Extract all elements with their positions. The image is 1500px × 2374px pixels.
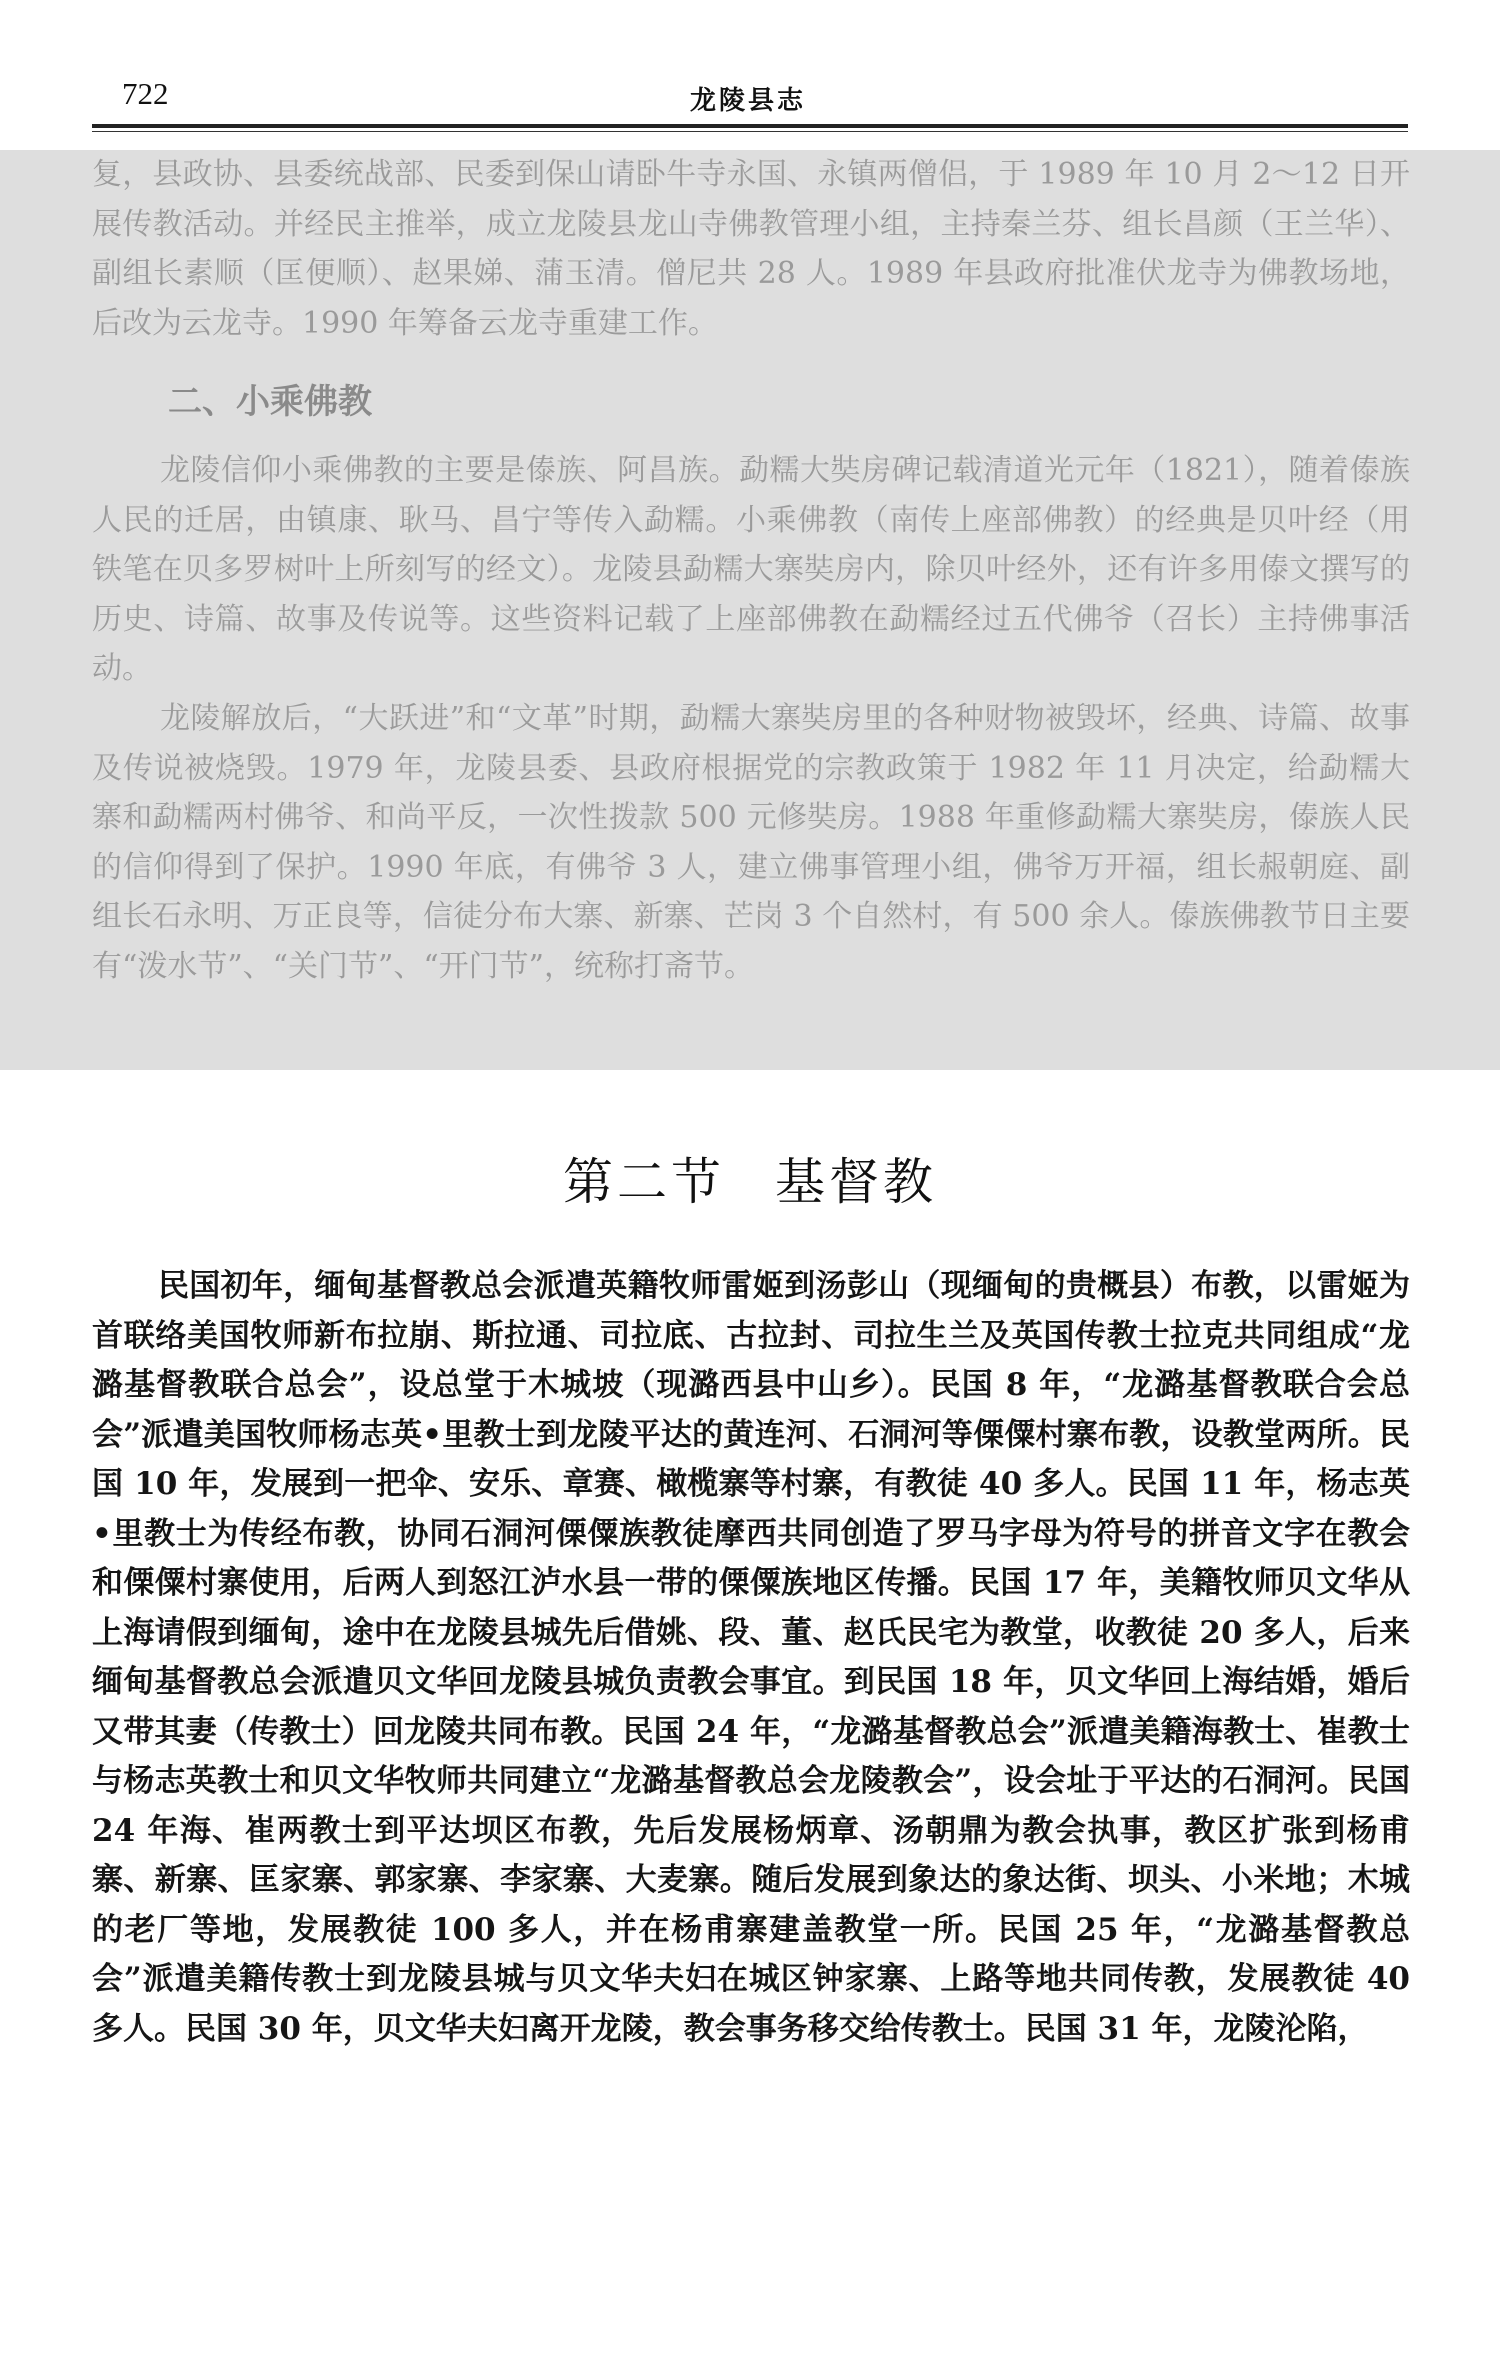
- section-number: 第二节: [563, 1153, 725, 1211]
- page-number: 722: [122, 76, 169, 111]
- paragraph-continued: 复，县政协、县委统战部、民委到保山请卧牛寺永国、永镇两僧侣，于 1989 年 10 月 2～12 日开展传教活动。并经民主推举，成立龙陵县龙山寺佛教管理小组，主持秦兰芬、组长昌颜（王兰华）、副组长素顺（匡便顺）、赵果娣、蒲玉清。僧尼共 28 人。1989 年县政府批准伏龙寺为佛教场地，后改为云龙寺。1990 年筹备云龙寺重建工作。: [92, 157, 1410, 341]
- shaded-highlight-block: [0, 150, 1500, 1070]
- paragraph-hinayana-2: 龙陵解放后，“大跃进”和“文革”时期，勐糯大寨奘房里的各种财物被毁坏，经典、诗篇、故事及传说被烧毁。1979 年，龙陵县委、县政府根据党的宗教政策于 1982 年 11 月决定，给勐糯大寨和勐糯两村佛爷、和尚平反，一次性拨款 500 元修奘房。1988 年重修勐糯大寨奘房，傣族人民的信仰得到了保护。1990 年底，有佛爷 3 人，建立佛事管理小组，佛爷万开福，组长赧朝庭、副组长石永明、万正良等，信徒分布大寨、新寨、芒岗 3 个自然村，有 500 余人。傣族佛教节日主要有“泼水节”、“关门节”、“开门节”，统称打斋节。: [92, 701, 1410, 984]
- page-header: [0, 0, 1500, 150]
- section-heading: [0, 1142, 1500, 1214]
- header-rule-thin: [92, 131, 1408, 132]
- section-title: 基督教: [775, 1153, 937, 1211]
- paragraph-hinayana-1: 龙陵信仰小乘佛教的主要是傣族、阿昌族。勐糯大奘房碑记载清道光元年（1821），随着傣族人民的迁居，由镇康、耿马、昌宁等传入勐糯。小乘佛教（南传上座部佛教）的经典是贝叶经（用铁笔在贝多罗树叶上所刻写的经文）。龙陵县勐糯大寨奘房内，除贝叶经外，还有许多用傣文撰写的历史、诗篇、故事及传说等。这些资料记载了上座部佛教在勐糯经过五代佛爷（召长）主持佛事活动。: [92, 453, 1410, 686]
- paragraph-christianity: 民国初年，缅甸基督教总会派遣英籍牧师雷姬到汤彭山（现缅甸的贵概县）布教，以雷姬为首联络美国牧师新布拉崩、斯拉通、司拉底、古拉封、司拉生兰及英国传教士拉克共同组成“龙潞基督教联合总会”，设总堂于木城坡（现潞西县中山乡）。民国 8 年，“龙潞基督教联合会总会”派遣美国牧师杨志英•里教士到龙陵平达的黄连河、石洞河等傈僳村寨布教，设教堂两所。民国 10 年，发展到一把伞、安乐、章赛、橄榄寨等村寨，有教徒 40 多人。民国 11 年，杨志英•里教士为传经布教，协同石洞河傈僳族教徒摩西共同创造了罗马字母为符号的拼音文字在教会和傈僳村寨使用，后两人到怒江泸水县一带的傈僳族地区传播。民国 17 年，美籍牧师贝文华从上海请假到缅甸，途中在龙陵县城先后借姚、段、董、赵氏民宅为教堂，收教徒 20 多人，后来缅甸基督教总会派遣贝文华回龙陵县城负责教会事宜。到民国 18 年，贝文华回上海结婚，婚后又带其妻（传教士）回龙陵共同布教。民国 24 年，“龙潞基督教总会”派遣美籍海教士、崔教士与杨志英教士和贝文华牧师共同建立“龙潞基督教总会龙陵教会”，设会址于平达的石洞河。民国 24 年海、崔两教士到平达坝区布教，先后发展杨炳章、汤朝鼎为教会执事，教区扩张到杨甫寨、新寨、匡家寨、郭家寨、李家寨、大麦寨。随后发展到象达的象达街、坝头、小米地；木城的老厂等地，发展教徒 100 多人，并在杨甫寨建盖教堂一所。民国 25 年，“龙潞基督教总会”派遣美籍传教士到龙陵县城与贝文华夫妇在城区钟家寨、上路等地共同传教，发展教徒 40 多人。民国 30 年，贝文华夫妇离开龙陵，教会事务移交给传教士。民国 31 年，龙陵沦陷，: [92, 1268, 1410, 2047]
- subheading-hinayana-buddhism: 二、小乘佛教: [168, 382, 372, 422]
- header-rule-thick: [92, 124, 1408, 128]
- running-title: 龙陵县志: [690, 86, 807, 116]
